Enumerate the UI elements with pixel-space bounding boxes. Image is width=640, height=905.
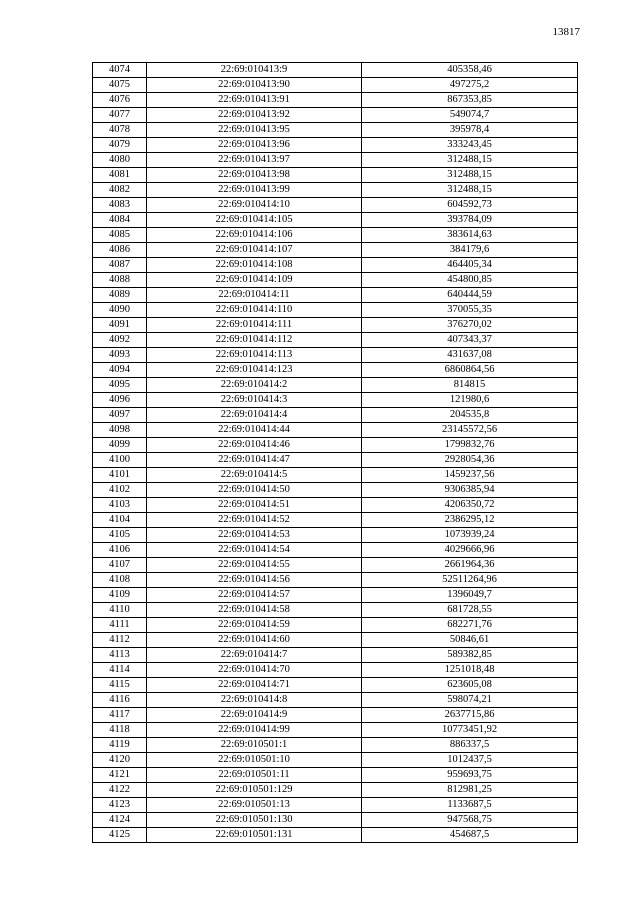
cadastral-value-cell: 370055,35	[362, 303, 578, 318]
cadastral-value-cell: 312488,15	[362, 183, 578, 198]
cadastral-number-cell: 22:69:010414:52	[147, 513, 362, 528]
table-row	[93, 483, 578, 498]
table-row	[93, 498, 578, 513]
table-row	[93, 78, 578, 93]
row-number-cell: 4074	[93, 63, 147, 78]
cadastral-number-cell: 22:69:010414:56	[147, 573, 362, 588]
table-row	[93, 723, 578, 738]
row-number-cell: 4120	[93, 753, 147, 768]
row-number-cell: 4108	[93, 573, 147, 588]
cadastral-value-table	[92, 62, 578, 843]
row-number-cell: 4125	[93, 828, 147, 843]
row-number-cell: 4085	[93, 228, 147, 243]
row-number-cell: 4101	[93, 468, 147, 483]
table-row	[93, 753, 578, 768]
table-row	[93, 543, 578, 558]
row-number-cell: 4110	[93, 603, 147, 618]
cadastral-number-cell: 22:69:010414:7	[147, 648, 362, 663]
table-row	[93, 663, 578, 678]
cadastral-number-cell: 22:69:010414:50	[147, 483, 362, 498]
cadastral-value-cell: 812981,25	[362, 783, 578, 798]
cadastral-number-cell: 22:69:010414:3	[147, 393, 362, 408]
cadastral-number-cell: 22:69:010413:98	[147, 168, 362, 183]
cadastral-value-cell: 623605,08	[362, 678, 578, 693]
table-row	[93, 813, 578, 828]
row-number-cell: 4096	[93, 393, 147, 408]
table-row	[93, 708, 578, 723]
row-number-cell: 4088	[93, 273, 147, 288]
table-body	[93, 63, 578, 843]
cadastral-number-cell: 22:69:010414:47	[147, 453, 362, 468]
table-row	[93, 288, 578, 303]
table-row	[93, 768, 578, 783]
cadastral-value-cell: 384179,6	[362, 243, 578, 258]
cadastral-number-cell: 22:69:010414:11	[147, 288, 362, 303]
table-row	[93, 513, 578, 528]
cadastral-value-cell: 395978,4	[362, 123, 578, 138]
cadastral-number-cell: 22:69:010414:106	[147, 228, 362, 243]
cadastral-number-cell: 22:69:010413:91	[147, 93, 362, 108]
cadastral-value-cell: 1133687,5	[362, 798, 578, 813]
row-number-cell: 4116	[93, 693, 147, 708]
row-number-cell: 4117	[93, 708, 147, 723]
cadastral-value-cell: 497275,2	[362, 78, 578, 93]
cadastral-value-cell: 604592,73	[362, 198, 578, 213]
row-number-cell: 4111	[93, 618, 147, 633]
table-row	[93, 258, 578, 273]
cadastral-value-cell: 1251018,48	[362, 663, 578, 678]
cadastral-value-cell: 454800,85	[362, 273, 578, 288]
cadastral-value-cell: 50846,61	[362, 633, 578, 648]
cadastral-number-cell: 22:69:010414:53	[147, 528, 362, 543]
cadastral-value-cell: 312488,15	[362, 168, 578, 183]
cadastral-value-cell: 312488,15	[362, 153, 578, 168]
cadastral-number-cell: 22:69:010414:54	[147, 543, 362, 558]
row-number-cell: 4107	[93, 558, 147, 573]
table-row	[93, 588, 578, 603]
row-number-cell: 4093	[93, 348, 147, 363]
table-row	[93, 318, 578, 333]
cadastral-number-cell: 22:69:010414:105	[147, 213, 362, 228]
cadastral-number-cell: 22:69:010414:109	[147, 273, 362, 288]
table-row	[93, 168, 578, 183]
cadastral-value-cell: 23145572,56	[362, 423, 578, 438]
row-number-cell: 4084	[93, 213, 147, 228]
row-number-cell: 4119	[93, 738, 147, 753]
cadastral-value-cell: 598074,21	[362, 693, 578, 708]
row-number-cell: 4112	[93, 633, 147, 648]
cadastral-number-cell: 22:69:010414:60	[147, 633, 362, 648]
table-row	[93, 693, 578, 708]
table-row	[93, 213, 578, 228]
cadastral-value-cell: 2637715,86	[362, 708, 578, 723]
row-number-cell: 4082	[93, 183, 147, 198]
table-row	[93, 363, 578, 378]
table-row	[93, 348, 578, 363]
row-number-cell: 4077	[93, 108, 147, 123]
row-number-cell: 4098	[93, 423, 147, 438]
cadastral-value-cell: 376270,02	[362, 318, 578, 333]
table-row	[93, 603, 578, 618]
row-number-cell: 4080	[93, 153, 147, 168]
cadastral-value-cell: 1396049,7	[362, 588, 578, 603]
row-number-cell: 4079	[93, 138, 147, 153]
cadastral-value-cell: 464405,34	[362, 258, 578, 273]
cadastral-number-cell: 22:69:010414:99	[147, 723, 362, 738]
row-number-cell: 4103	[93, 498, 147, 513]
cadastral-value-cell: 681728,55	[362, 603, 578, 618]
cadastral-value-cell: 4029666,96	[362, 543, 578, 558]
table-row	[93, 783, 578, 798]
cadastral-value-cell: 1012437,5	[362, 753, 578, 768]
row-number-cell: 4090	[93, 303, 147, 318]
cadastral-value-cell: 589382,85	[362, 648, 578, 663]
table-row	[93, 618, 578, 633]
table-row	[93, 573, 578, 588]
cadastral-number-cell: 22:69:010501:130	[147, 813, 362, 828]
cadastral-number-cell: 22:69:010414:107	[147, 243, 362, 258]
cadastral-value-cell: 2928054,36	[362, 453, 578, 468]
table-row	[93, 798, 578, 813]
cadastral-value-cell: 1799832,76	[362, 438, 578, 453]
cadastral-value-cell: 6860864,56	[362, 363, 578, 378]
row-number-cell: 4086	[93, 243, 147, 258]
table-row	[93, 273, 578, 288]
cadastral-value-cell: 407343,37	[362, 333, 578, 348]
row-number-cell: 4092	[93, 333, 147, 348]
cadastral-value-cell: 333243,45	[362, 138, 578, 153]
cadastral-number-cell: 22:69:010414:123	[147, 363, 362, 378]
cadastral-value-cell: 204535,8	[362, 408, 578, 423]
cadastral-value-cell: 640444,59	[362, 288, 578, 303]
cadastral-number-cell: 22:69:010414:111	[147, 318, 362, 333]
row-number-cell: 4083	[93, 198, 147, 213]
cadastral-number-cell: 22:69:010414:5	[147, 468, 362, 483]
row-number-cell: 4076	[93, 93, 147, 108]
table-row	[93, 738, 578, 753]
cadastral-value-cell: 383614,63	[362, 228, 578, 243]
row-number-cell: 4095	[93, 378, 147, 393]
cadastral-value-cell: 405358,46	[362, 63, 578, 78]
cadastral-value-cell: 814815	[362, 378, 578, 393]
cadastral-value-cell: 393784,09	[362, 213, 578, 228]
table-row	[93, 228, 578, 243]
cadastral-value-cell: 549074,7	[362, 108, 578, 123]
cadastral-number-cell: 22:69:010414:59	[147, 618, 362, 633]
row-number-cell: 4124	[93, 813, 147, 828]
table-row	[93, 528, 578, 543]
cadastral-number-cell: 22:69:010414:46	[147, 438, 362, 453]
page-number: 13817	[552, 26, 580, 38]
cadastral-number-cell: 22:69:010413:95	[147, 123, 362, 138]
row-number-cell: 4094	[93, 363, 147, 378]
cadastral-number-cell: 22:69:010413:9	[147, 63, 362, 78]
row-number-cell: 4121	[93, 768, 147, 783]
table-row	[93, 198, 578, 213]
cadastral-value-cell: 454687,5	[362, 828, 578, 843]
table-row	[93, 408, 578, 423]
table-row	[93, 648, 578, 663]
table-row	[93, 153, 578, 168]
cadastral-number-cell: 22:69:010414:9	[147, 708, 362, 723]
table-row	[93, 63, 578, 78]
cadastral-value-cell: 867353,85	[362, 93, 578, 108]
cadastral-number-cell: 22:69:010414:70	[147, 663, 362, 678]
row-number-cell: 4122	[93, 783, 147, 798]
table-row	[93, 123, 578, 138]
cadastral-number-cell: 22:69:010414:110	[147, 303, 362, 318]
table-row	[93, 468, 578, 483]
cadastral-value-cell: 886337,5	[362, 738, 578, 753]
cadastral-number-cell: 22:69:010414:10	[147, 198, 362, 213]
cadastral-number-cell: 22:69:010501:129	[147, 783, 362, 798]
cadastral-number-cell: 22:69:010414:113	[147, 348, 362, 363]
table-row	[93, 438, 578, 453]
cadastral-number-cell: 22:69:010414:2	[147, 378, 362, 393]
cadastral-number-cell: 22:69:010501:10	[147, 753, 362, 768]
table-row	[93, 828, 578, 843]
table-row	[93, 378, 578, 393]
row-number-cell: 4081	[93, 168, 147, 183]
cadastral-number-cell: 22:69:010413:99	[147, 183, 362, 198]
cadastral-value-cell: 52511264,96	[362, 573, 578, 588]
table-row	[93, 243, 578, 258]
cadastral-number-cell: 22:69:010414:57	[147, 588, 362, 603]
cadastral-number-cell: 22:69:010413:96	[147, 138, 362, 153]
cadastral-value-cell: 10773451,92	[362, 723, 578, 738]
row-number-cell: 4097	[93, 408, 147, 423]
cadastral-value-cell: 4206350,72	[362, 498, 578, 513]
cadastral-number-cell: 22:69:010414:71	[147, 678, 362, 693]
cadastral-value-cell: 1459237,56	[362, 468, 578, 483]
row-number-cell: 4115	[93, 678, 147, 693]
row-number-cell: 4089	[93, 288, 147, 303]
row-number-cell: 4106	[93, 543, 147, 558]
cadastral-number-cell: 22:69:010414:8	[147, 693, 362, 708]
cadastral-number-cell: 22:69:010414:44	[147, 423, 362, 438]
cadastral-value-cell: 682271,76	[362, 618, 578, 633]
table-row	[93, 633, 578, 648]
row-number-cell: 4118	[93, 723, 147, 738]
table-row	[93, 303, 578, 318]
cadastral-number-cell: 22:69:010413:92	[147, 108, 362, 123]
table-row	[93, 558, 578, 573]
cadastral-number-cell: 22:69:010414:112	[147, 333, 362, 348]
cadastral-value-cell: 2386295,12	[362, 513, 578, 528]
row-number-cell: 4113	[93, 648, 147, 663]
cadastral-value-cell: 1073939,24	[362, 528, 578, 543]
table-row	[93, 93, 578, 108]
table-row	[93, 333, 578, 348]
row-number-cell: 4114	[93, 663, 147, 678]
cadastral-value-cell: 431637,08	[362, 348, 578, 363]
cadastral-value-cell: 121980,6	[362, 393, 578, 408]
table-row	[93, 393, 578, 408]
cadastral-number-cell: 22:69:010501:11	[147, 768, 362, 783]
table-row	[93, 138, 578, 153]
row-number-cell: 4099	[93, 438, 147, 453]
cadastral-number-cell: 22:69:010501:131	[147, 828, 362, 843]
cadastral-value-cell: 9306385,94	[362, 483, 578, 498]
cadastral-value-cell: 959693,75	[362, 768, 578, 783]
table-row	[93, 183, 578, 198]
table-row	[93, 108, 578, 123]
row-number-cell: 4102	[93, 483, 147, 498]
cadastral-number-cell: 22:69:010501:1	[147, 738, 362, 753]
cadastral-number-cell: 22:69:010413:90	[147, 78, 362, 93]
cadastral-number-cell: 22:69:010501:13	[147, 798, 362, 813]
table-row	[93, 423, 578, 438]
row-number-cell: 4105	[93, 528, 147, 543]
row-number-cell: 4100	[93, 453, 147, 468]
cadastral-number-cell: 22:69:010414:51	[147, 498, 362, 513]
cadastral-number-cell: 22:69:010414:55	[147, 558, 362, 573]
cadastral-value-cell: 2661964,36	[362, 558, 578, 573]
row-number-cell: 4087	[93, 258, 147, 273]
cadastral-number-cell: 22:69:010414:58	[147, 603, 362, 618]
cadastral-number-cell: 22:69:010413:97	[147, 153, 362, 168]
row-number-cell: 4109	[93, 588, 147, 603]
table-row	[93, 678, 578, 693]
row-number-cell: 4123	[93, 798, 147, 813]
table-row	[93, 453, 578, 468]
row-number-cell: 4104	[93, 513, 147, 528]
cadastral-number-cell: 22:69:010414:4	[147, 408, 362, 423]
row-number-cell: 4075	[93, 78, 147, 93]
cadastral-value-cell: 947568,75	[362, 813, 578, 828]
row-number-cell: 4091	[93, 318, 147, 333]
cadastral-number-cell: 22:69:010414:108	[147, 258, 362, 273]
row-number-cell: 4078	[93, 123, 147, 138]
